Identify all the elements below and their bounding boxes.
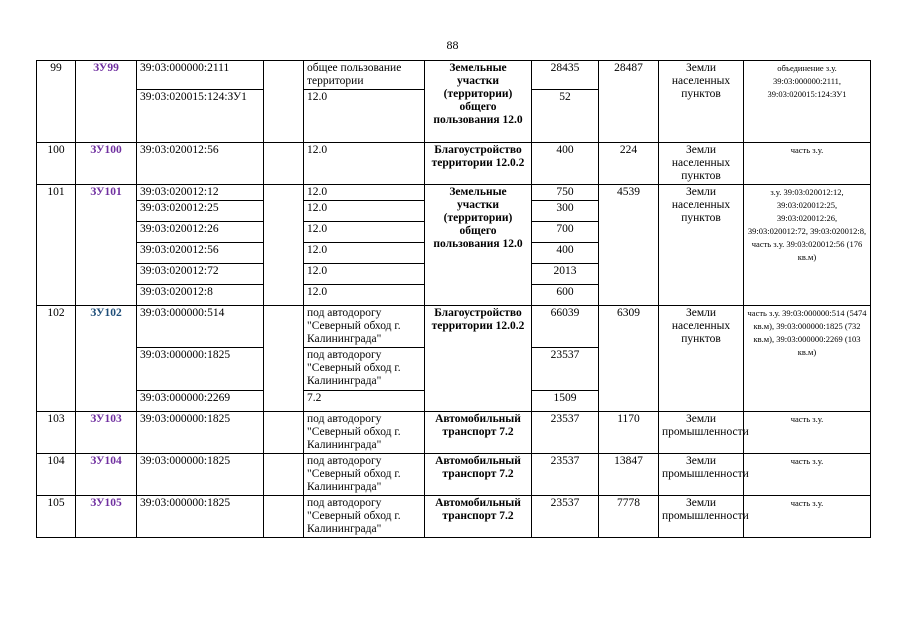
permitted-use: 12.0 [304,243,425,264]
permitted-use: 12.0 [304,185,425,201]
new-permitted-use: Земельные участки (территории) общего пользования 12.0 [425,61,532,143]
cadastral-number: 39:03:020012:56 [137,143,264,185]
source-area: 1509 [532,391,599,412]
source-area: 400 [532,143,599,185]
row-number: 100 [37,143,76,185]
permitted-use: под автодорогу "Северный обход г. Калининграда" [304,306,425,348]
permitted-use: под автодорогу "Северный обход г. Калининграда" [304,496,425,538]
cadastral-number: 39:03:000000:1825 [137,454,264,496]
land-category: Земли населенных пунктов [659,306,744,412]
row-number: 105 [37,496,76,538]
land-category: Земли населенных пунктов [659,185,744,306]
land-category: Земли населенных пунктов [659,143,744,185]
empty-cell [264,185,304,306]
source-area: 23537 [532,348,599,391]
plot-area: 6309 [599,306,659,412]
permitted-use: общее пользование территории [304,61,425,90]
new-permitted-use: Автомобильный транспорт 7.2 [425,454,532,496]
new-permitted-use: Благоустройство территории 12.0.2 [425,306,532,412]
empty-cell [264,61,304,143]
empty-cell [264,412,304,454]
new-permitted-use: Автомобильный транспорт 7.2 [425,412,532,454]
plot-area: 1170 [599,412,659,454]
row-number: 102 [37,306,76,412]
permitted-use: под автодорогу "Северный обход г. Калининграда" [304,454,425,496]
plot-code: ЗУ103 [76,412,137,454]
source-area: 300 [532,201,599,222]
note: часть з.у. [744,496,871,538]
plot-code: ЗУ105 [76,496,137,538]
plot-code: ЗУ101 [76,185,137,306]
permitted-use: под автодорогу "Северный обход г. Калининграда" [304,412,425,454]
source-area: 23537 [532,454,599,496]
table-row [37,143,871,185]
cadastral-number: 39:03:020012:12 [137,185,264,201]
note: часть з.у. [744,412,871,454]
permitted-use: 12.0 [304,201,425,222]
source-area: 28435 [532,61,599,90]
cadastral-number: 39:03:000000:1825 [137,412,264,454]
source-area: 600 [532,285,599,306]
source-area: 700 [532,222,599,243]
permitted-use: 12.0 [304,264,425,285]
empty-cell [264,306,304,412]
permitted-use: 12.0 [304,143,425,185]
land-category: Земли населенных пунктов [659,61,744,143]
cadastral-number: 39:03:000000:2269 [137,391,264,412]
plot-code: ЗУ100 [76,143,137,185]
cadastral-number: 39:03:000000:1825 [137,348,264,391]
plot-area: 13847 [599,454,659,496]
plot-area: 28487 [599,61,659,143]
permitted-use: 7.2 [304,391,425,412]
row-number: 103 [37,412,76,454]
source-area: 66039 [532,306,599,348]
land-category: Земли промышленности [659,412,744,454]
note: часть з.у. [744,454,871,496]
row-number: 104 [37,454,76,496]
source-area: 2013 [532,264,599,285]
page-number: 88 [446,38,459,52]
new-permitted-use: Благоустройство территории 12.0.2 [425,143,532,185]
empty-cell [264,454,304,496]
cadastral-number: 39:03:020015:124:ЗУ1 [137,90,264,143]
source-area: 750 [532,185,599,201]
land-category: Земли промышленности [659,454,744,496]
table-row [37,61,871,90]
plot-code: ЗУ102 [76,306,137,412]
source-area: 23537 [532,496,599,538]
empty-cell [264,496,304,538]
plot-area: 7778 [599,496,659,538]
plot-code: ЗУ104 [76,454,137,496]
new-permitted-use: Автомобильный транспорт 7.2 [425,496,532,538]
empty-cell [264,143,304,185]
table-row [37,412,871,454]
table-row [37,185,871,201]
source-area: 52 [532,90,599,143]
cadastral-number: 39:03:000000:2111 [137,61,264,90]
permitted-use: 12.0 [304,285,425,306]
source-area: 400 [532,243,599,264]
table-row [37,496,871,538]
cadastral-number: 39:03:020012:56 [137,243,264,264]
cadastral-number: 39:03:020012:26 [137,222,264,243]
permitted-use: под автодорогу "Северный обход г. Калининграда" [304,348,425,391]
row-number: 101 [37,185,76,306]
plot-code: ЗУ99 [76,61,137,143]
land-plots-table [36,60,871,538]
cadastral-number: 39:03:020012:25 [137,201,264,222]
cadastral-number: 39:03:020012:8 [137,285,264,306]
permitted-use: 12.0 [304,222,425,243]
row-number: 99 [37,61,76,143]
cadastral-number: 39:03:020012:72 [137,264,264,285]
plot-area: 4539 [599,185,659,306]
cadastral-number: 39:03:000000:1825 [137,496,264,538]
table-row [37,454,871,496]
source-area: 23537 [532,412,599,454]
note: часть з.у. [744,143,871,185]
land-category: Земли промышленности [659,496,744,538]
table-row [37,306,871,348]
note: часть з.у. 39:03:000000:514 (5474 кв.м), 39:03:000000:1825 (732 кв.м), 39:03:000000:2269 (103 кв.м) [744,306,871,412]
note: з.у. 39:03:020012:12, 39:03:020012:25, 39:03:020012:26, 39:03:020012:72, 39:03:020012:8, часть з.у. 39:03:020012:56 (176 кв.м) [744,185,871,306]
new-permitted-use: Земельные участки (территории) общего пользования 12.0 [425,185,532,306]
note: объединение з.у. 39:03:000000:2111, 39:03:020015:124:ЗУ1 [744,61,871,143]
plot-area: 224 [599,143,659,185]
cadastral-number: 39:03:000000:514 [137,306,264,348]
permitted-use: 12.0 [304,90,425,143]
